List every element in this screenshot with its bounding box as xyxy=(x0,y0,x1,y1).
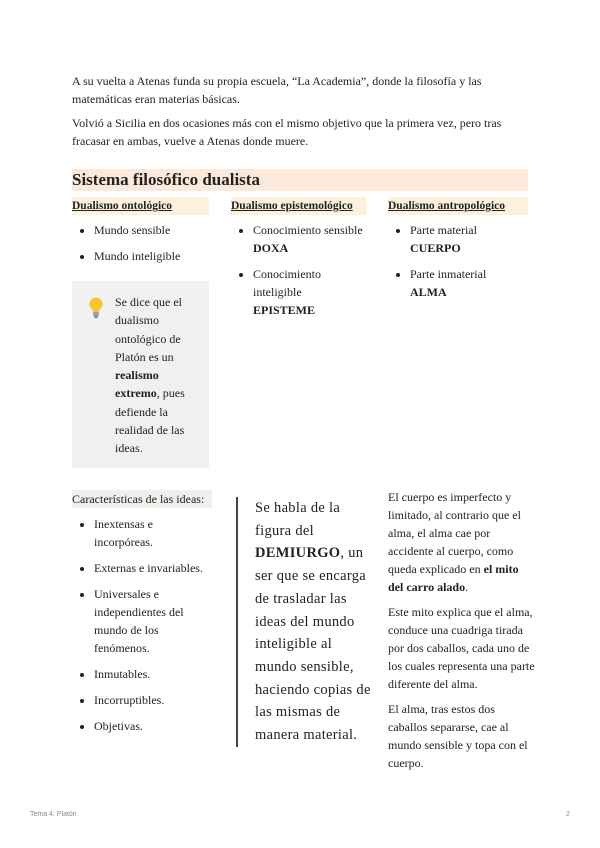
quote-after: , un ser que se encarga de trasladar las ideas del mundo inteligible al mundo sensible, haciendo copias de las mismas de manera material. xyxy=(255,545,371,744)
item-text: Conocimiento inteligible xyxy=(253,267,321,299)
note-bold: realismo extremo xyxy=(115,368,159,401)
quote-bar xyxy=(236,497,238,747)
list-item xyxy=(410,221,550,257)
body-soul-text xyxy=(388,488,536,779)
note-box xyxy=(72,281,209,468)
p1-before: El cuerpo es imperfecto y limitado, al contrario que el alma, el alma cae por accidente al cuerpo, como queda explicado en xyxy=(388,490,521,576)
intro-paragraph-2: Volvió a Sicilia en dos ocasiones más con el mismo objetivo que la primera vez, pero tras fracasar en ambas, vuelve a Atenas donde muere. xyxy=(72,116,502,148)
note-text xyxy=(115,293,203,458)
paragraph xyxy=(388,488,536,596)
list-item: • Inextensas e incorpóreas. xyxy=(94,515,214,551)
item-bold: ALMA xyxy=(410,285,447,299)
item-text: Parte material xyxy=(410,223,477,237)
lightbulb-icon xyxy=(88,297,104,319)
item-text: Parte inmaterial xyxy=(410,267,487,281)
note-text-before: Se dice que el dualismo ontológico de Platón es un xyxy=(115,295,182,364)
list-item: • Mundo sensible xyxy=(94,221,231,239)
quote-before: Se habla de la figura del xyxy=(255,500,341,539)
note-text-after: , pues defiende la realidad de las ideas. xyxy=(115,386,185,456)
heading-text: Dualismo antropológico xyxy=(388,200,506,212)
quote-bold: DEMIURGO xyxy=(255,545,341,562)
footer-title: Tema 4: Platón xyxy=(30,811,77,818)
heading-text: Dualismo ontológico xyxy=(72,200,172,212)
page-number: 2 xyxy=(566,811,570,818)
list-item: • Inmutables. xyxy=(94,665,214,683)
paragraph: Este mito explica que el alma, conduce una cuadriga tirada por dos caballos, cada uno de los cuales representa una parte diferente del alma. xyxy=(388,605,535,691)
intro-paragraph-1: A su vuelta a Atenas funda su propia escuela, “La Academia”, donde la filosofía y las matemáticas eran materias básicas. xyxy=(72,74,482,106)
list-item: • Universales e independientes del mundo de los fenómenos. xyxy=(94,585,214,657)
heading-ontologico xyxy=(72,197,209,215)
list-item xyxy=(253,265,343,319)
antropologico-list xyxy=(388,221,550,309)
demiurgo-quote xyxy=(255,497,375,747)
item-bold: CUERPO xyxy=(410,241,461,255)
p1-after: . xyxy=(465,580,469,594)
heading-text: Dualismo epistemológico xyxy=(231,200,353,212)
list-item: • Objetivas. xyxy=(94,717,214,735)
item-bold: EPISTEME xyxy=(253,303,316,317)
p1-bold: el mito del carro alado xyxy=(388,562,519,594)
characteristics-title: Características de las ideas: xyxy=(72,490,212,508)
list-item: • Incorruptibles. xyxy=(94,691,214,709)
paragraph: El alma, tras estos dos caballos separarse, cae al mundo sensible y topa con el cuerpo. xyxy=(388,702,528,770)
ontologico-list xyxy=(72,221,231,273)
heading-epistemologico xyxy=(231,197,366,215)
list-item xyxy=(410,265,550,301)
heading-antropologico xyxy=(388,197,528,215)
list-item: • Mundo inteligible xyxy=(94,247,231,265)
item-bold: DOXA xyxy=(253,241,289,255)
characteristics-list xyxy=(72,515,214,743)
list-item xyxy=(253,221,393,257)
item-text: Conocimiento sensible xyxy=(253,223,363,237)
list-item: • Externas e invariables. xyxy=(94,559,214,577)
epistemologico-list xyxy=(231,221,393,327)
section-title: Sistema filosófico dualista xyxy=(72,169,528,191)
